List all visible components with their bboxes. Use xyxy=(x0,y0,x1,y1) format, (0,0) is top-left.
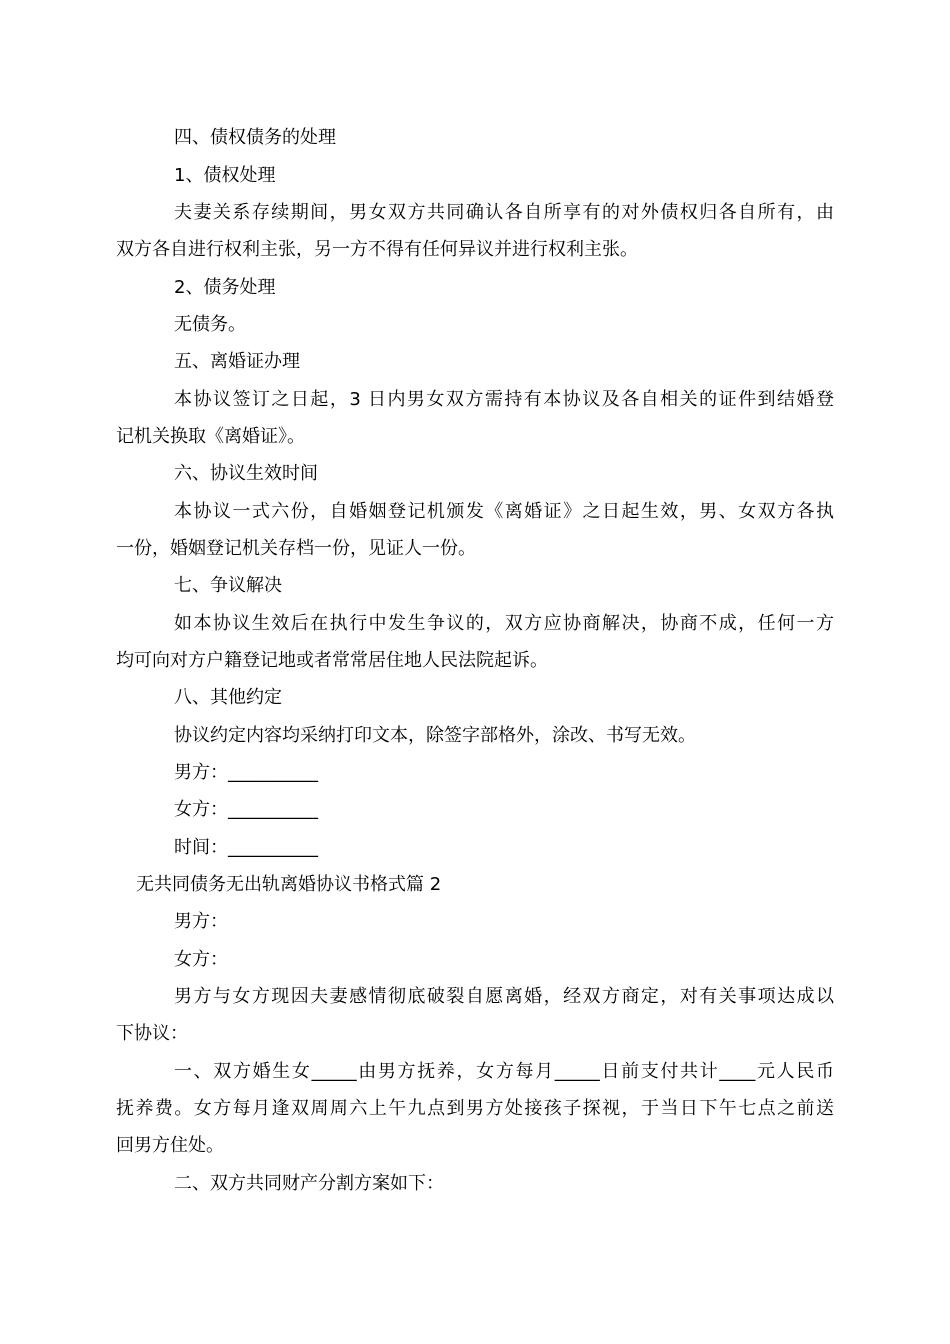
part-2-item-1-line-1: 一、双方婚生女_____由男方抚养，女方每月_____日前支付共计____元人民币 xyxy=(174,1061,834,1082)
section-8-heading: 八、其他约定 xyxy=(174,687,282,708)
part-2-item-1-line-3: 回男方住处。 xyxy=(116,1135,224,1156)
section-7-body-line-1: 如本协议生效后在执行中发生争议的，双方应协商解决，协商不成，任何一方 xyxy=(174,613,834,634)
section-8-body: 协议约定内容均采纳打印文本，除签字部格外，涂改、书写无效。 xyxy=(174,725,696,746)
section-6-body-line-1: 本协议一式六份，自婚姻登记机颁发《离婚证》之日起生效，男、女双方各执 xyxy=(174,501,834,522)
section-6-body-line-2: 一份，婚姻登记机关存档一份，见证人一份。 xyxy=(116,538,476,559)
signature-time: 时间：__________ xyxy=(174,837,318,858)
section-4-2-heading: 2、债务处理 xyxy=(174,277,276,298)
part-2-male: 男方： xyxy=(174,911,228,932)
section-4-1-body-line-1: 夫妻关系存续期间，男女双方共同确认各自所享有的对外债权归各自所有，由 xyxy=(174,202,834,223)
part-2-title: 无共同债务无出轨离婚协议书格式篇 2 xyxy=(136,874,442,895)
part-2-item-2-heading: 二、双方共同财产分割方案如下： xyxy=(174,1173,444,1194)
part-2-intro-line-2: 下协议： xyxy=(116,1023,188,1044)
section-5-body-line-2: 记机关换取《离婚证》。 xyxy=(116,426,305,447)
section-7-heading: 七、争议解决 xyxy=(174,575,282,596)
section-4-2-body: 无债务。 xyxy=(174,314,246,335)
part-2-item-1-line-2: 抚养费。女方每月逢双周周六上午九点到男方处接孩子探视，于当日下午七点之前送 xyxy=(116,1098,834,1119)
section-7-body-line-2: 均可向对方户籍登记地或者常常居住地人民法院起诉。 xyxy=(116,650,548,671)
signature-female: 女方：__________ xyxy=(174,799,318,820)
section-6-heading: 六、协议生效时间 xyxy=(174,463,318,484)
part-2-intro-line-1: 男方与女方现因夫妻感情彻底破裂自愿离婚，经双方商定，对有关事项达成以 xyxy=(174,986,834,1007)
section-5-heading: 五、离婚证办理 xyxy=(174,351,300,372)
section-4-heading: 四、债权债务的处理 xyxy=(174,127,336,148)
section-4-1-heading: 1、债权处理 xyxy=(174,165,276,186)
signature-male: 男方：__________ xyxy=(174,762,318,783)
section-4-1-body-line-2: 双方各自进行权利主张，另一方不得有任何异议并进行权利主张。 xyxy=(116,239,638,260)
part-2-female: 女方： xyxy=(174,949,228,970)
section-5-body-line-1: 本协议签订之日起，3 日内男女双方需持有本协议及各自相关的证件到结婚登 xyxy=(174,389,834,410)
